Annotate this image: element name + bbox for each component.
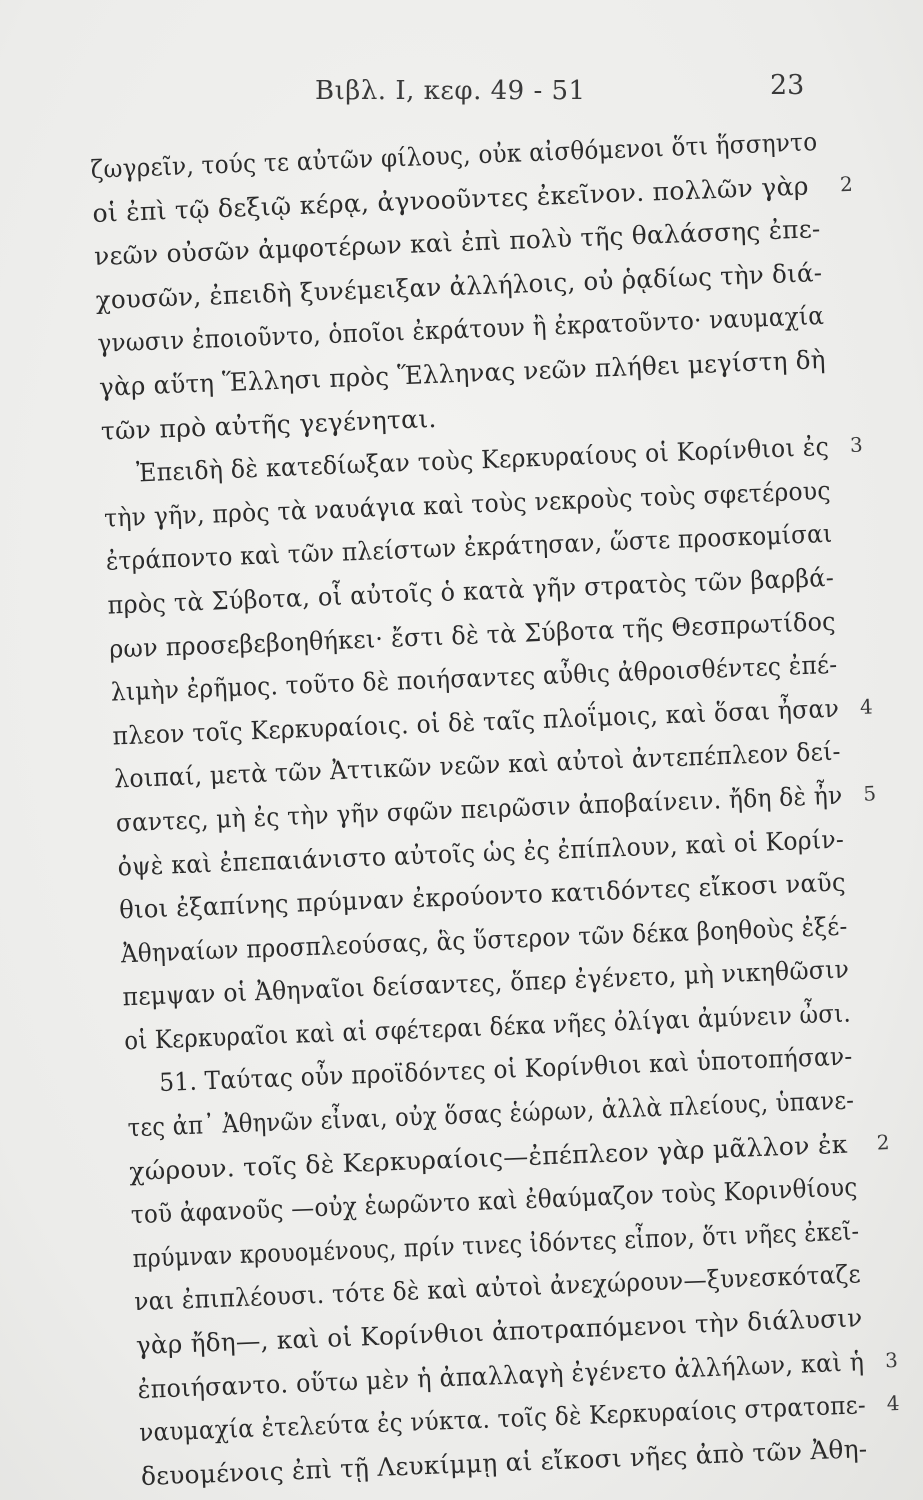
line-text: ἐτράποντο καὶ τῶν πλείστων ἐκράτησαν, ὥστε προσκομίσαι	[105, 519, 833, 577]
line-text: πεμψαν οἱ Ἀθηναῖοι δείσαντες, ὅπερ ἐγένετο, μὴ νικηθῶσιν	[122, 954, 850, 1012]
page-number: 23	[770, 70, 805, 101]
line-text: τοῦ ἀφανοῦς —οὐχ ἑωρῶντο καὶ ἐθαύμαζον τοὺς Κορινθίους	[130, 1172, 859, 1230]
line-text: λιμὴν ἐρῆμος. τοῦτο δὲ ποιήσαντες αὖθις ἀθροισθέντες ἐπέ-	[110, 649, 838, 707]
margin-section-number: 5	[862, 781, 877, 806]
line-text: γὰρ ἤδη—, καὶ οἱ Κορίνθιοι ἀποτραπόμενοι τὴν διάλυσιν	[135, 1303, 863, 1361]
line-text: ὀψὲ καὶ ἐπεπαιάνιστο αὐτοῖς ὡς ἐς ἐπίπλουν, καὶ οἱ Κορίν-	[117, 824, 845, 881]
line-text: ζωγρεῖν, τούς τε αὐτῶν φίλους, οὐκ αἰσθόμενοι ὅτι ἥσσηντο	[90, 127, 818, 184]
line-text: γὰρ αὕτη Ἕλλησι πρὸς Ἕλληνας νεῶν πλήθει μεγίστη δὴ	[98, 344, 827, 402]
margin-section-number: 4	[859, 694, 874, 719]
line-text: Ἐπειδὴ δὲ κατεδίωξαν τοὺς Κερκυραίους οἱ Κορίνθιοι ἐς	[135, 432, 830, 488]
page-header	[0, 70, 923, 110]
line-text: χώρουν. τοῖς δὲ Κερκυραίοις—ἐπέπλεον γὰρ μᾶλλον ἐκ	[128, 1129, 849, 1186]
line-text: θιοι ἐξαπίνης πρύμναν ἐκρούοντο κατιδόντες εἴκοσι ναῦς	[118, 867, 847, 925]
text-body	[90, 120, 901, 1499]
line-text: γνωσιν ἐποιοῦντο, ὁποῖοι ἐκράτουν ἢ ἐκρατοῦντο· ναυμαχία	[96, 301, 825, 359]
line-text: ναυμαχία ἐτελεύτα ἐς νύκτα. τοῖς δὲ Κερκυραίοις στρατοπε-	[138, 1390, 867, 1448]
margin-section-number: 4	[886, 1391, 901, 1416]
line-text: νεῶν οὐσῶν ἀμφοτέρων καὶ ἐπὶ πολὺ τῆς θαλάσσης ἐπε-	[93, 214, 822, 272]
line-text: δευομένοις ἐπὶ τῇ Λευκίμμῃ αἱ εἴκοσι νῆες ἀπὸ τῶν Ἀθη-	[140, 1433, 868, 1491]
margin-section-number: 2	[839, 171, 854, 196]
line-text: τῶν πρὸ αὐτῆς γεγένηται.	[100, 403, 438, 446]
line-text: λοιπαί, μετὰ τῶν Ἀττικῶν νεῶν καὶ αὐτοὶ ἀντεπέπλεον δεί-	[113, 736, 842, 794]
line-text: ρων προσεβεβοηθήκει· ἔστι δὲ τὰ Σύβοτα τῆς Θεσπρωτίδος	[108, 606, 837, 664]
line-text: τες ἀπ᾽ Ἀθηνῶν εἶναι, οὐχ ὅσας ἑώρων, ἀλλὰ πλείους, ὑπανε-	[127, 1085, 855, 1143]
margin-section-number: 3	[849, 432, 864, 458]
running-head: Βιβλ. I, κεφ. 49 - 51	[315, 76, 586, 106]
line-text: ναι ἐπιπλέουσι. τότε δὲ καὶ αὐτοὶ ἀνεχώρουν—ξυνεσκόταζε	[133, 1259, 862, 1317]
line-text: χουσῶν, ἐπειδὴ ξυνέμειξαν ἀλλήλοις, οὐ ῥᾳδίως τὴν διά-	[95, 257, 823, 315]
line-text: πρύμναν κρουομένους, πρίν τινες ἰδόντες εἶπον, ὅτι νῆες ἐκεῖ-	[132, 1216, 860, 1274]
line-text: τὴν γῆν, πρὸς τὰ ναυάγια καὶ τοὺς νεκροὺς τοὺς σφετέρους	[103, 475, 832, 533]
line-text: Ἀθηναίων προσπλεούσας, ἃς ὕστερον τῶν δέκα βοηθοὺς ἐξέ-	[120, 911, 848, 969]
line-text: πλεον τοῖς Κερκυραίοις. οἱ δὲ ταῖς πλοΐμοις, καὶ ὅσαι ἦσαν	[112, 693, 840, 751]
line-text: ἐποιήσαντο. οὕτω μὲν ἡ ἀπαλλαγὴ ἐγένετο ἀλλήλων, καὶ ἡ	[137, 1346, 865, 1404]
line-text: οἱ ἐπὶ τῷ δεξιῷ κέρᾳ, ἀγνοοῦντες ἐκεῖνον. πολλῶν γὰρ	[91, 171, 810, 228]
line-text: πρὸς τὰ Σύβοτα, οἷ αὐτοῖς ὁ κατὰ γῆν στρατὸς τῶν βαρβά-	[107, 562, 835, 620]
margin-section-number: 3	[884, 1347, 899, 1372]
margin-section-number: 2	[876, 1129, 891, 1155]
line-text: οἱ Κερκυραῖοι καὶ αἱ σφέτεραι δέκα νῆες ὀλίγαι ἀμύνειν ὦσι.	[123, 998, 852, 1056]
line-text: 51. Ταύτας οὖν προϊδόντες οἱ Κορίνθιοι καὶ ὑποτοπήσαν-	[158, 1041, 853, 1098]
line-text: σαντες, μὴ ἐς τὴν γῆν σφῶν πειρῶσιν ἀποβαίνειν. ἤδη δὲ ἦν	[115, 780, 843, 838]
